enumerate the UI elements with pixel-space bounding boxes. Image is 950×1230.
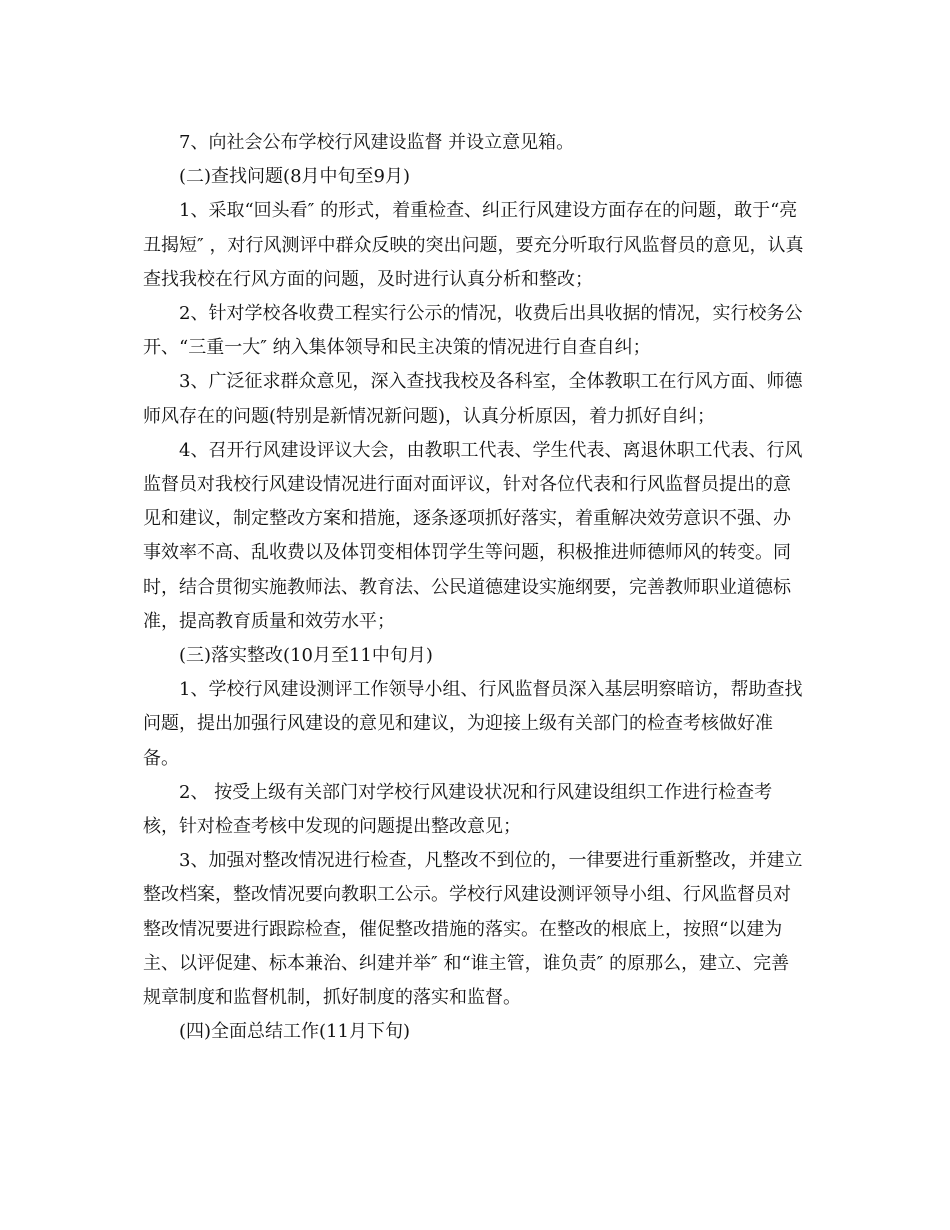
document-body bbox=[143, 126, 807, 1049]
paragraph-find-3: 3、广泛征求群众意见，深入查找我校及各科室，全体教职工在行风方面、师德师风存在的问题(特别是新情况新问题)，认真分析原因，着力抓好自纠； bbox=[143, 371, 803, 427]
paragraph-rectify-2: 2、 按受上级有关部门对学校行风建设状况和行风建设组织工作进行检查考核，针对检查考核中发现的问题提出整改意见； bbox=[143, 781, 773, 838]
paragraph-find-4: 4、召开行风建设评议大会，由教职工代表、学生代表、离退休职工代表、行风监督员对我校行风建设情况进行面对面评议，针对各位代表和行风监督员提出的意见和建议，制定整改方案和措施，逐条逐项抓好落实，着重解决效劳意识不强、办事效率不高、乱收费以及体罚变相体罚学生等问题，积极推进师德师风的转变。同时，结合贯彻实施教师法、教育法、公民道德建设实施纲要，完善教师职业道德标准，提高教育质量和效劳水平； bbox=[143, 439, 803, 632]
section-heading-rectification: (三)落实整改(10月至11中旬月) bbox=[179, 645, 433, 667]
paragraph-find-1: 1、采取“回头看″ 的形式，着重检查、纠正行风建设方面存在的问题，敢于“亮丑揭短″ ，对行风测评中群众反映的突出问题，要充分听取行风监督员的意见，认真查找我校在行风方面的问题，及时进行认真分析和整改； bbox=[143, 200, 804, 290]
paragraph-item-7: 7、向社会公布学校行风建设监督 并设立意见箱。 bbox=[179, 132, 575, 153]
paragraph-find-2: 2、针对学校各收费工程实行公示的情况，收费后出具收据的情况，实行校务公开、“三重一大″ 纳入集体领导和民主决策的情况进行自查自纠； bbox=[143, 303, 803, 359]
paragraph-rectify-1: 1、学校行风建设测评工作领导小组、行风监督员深入基层明察暗访，帮助查找问题，提出加强行风建设的意见和建议，为迎接上级有关部门的检查考核做好准备。 bbox=[143, 679, 803, 769]
section-heading-summary: (四)全面总结工作(11月下旬) bbox=[179, 1021, 410, 1043]
section-heading-find-problems: (二)查找问题(8月中旬至9月) bbox=[179, 166, 410, 188]
paragraph-rectify-3: 3、加强对整改情况进行检查，凡整改不到位的，一律要进行重新整改，并建立整改档案，整改情况要向教职工公示。学校行风建设测评领导小组、行风监督员对整改情况要进行跟踪检查，催促整改措施的落实。在整改的根底上，按照“以建为主、以评促建、标本兼治、纠建并举″ 和“谁主管，谁负责″ 的原那么，建立、完善规章制度和监督机制，抓好制度的落实和监督。 bbox=[143, 850, 803, 1009]
